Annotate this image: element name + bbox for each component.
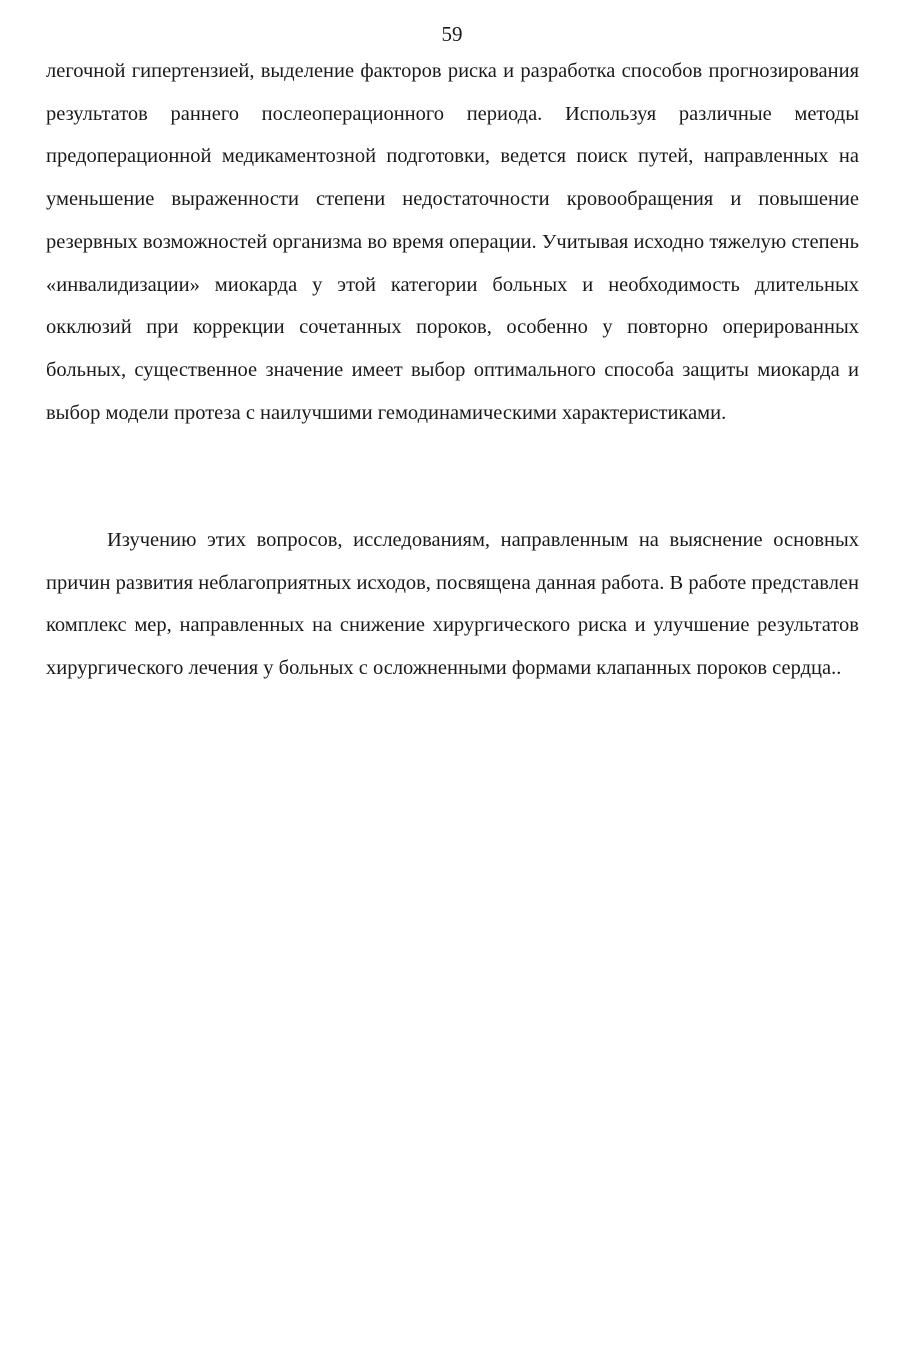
- page-number: 59: [441, 22, 463, 46]
- paragraph-1: легочной гипертензией, выделение факторов риска и разработка способов прогнозирования результатов раннего послеоперационного периода. Используя различные методы предоперационной медикаментозной подготовки, ведется поиск путей, направленных на уменьшение выраженности степени недостаточности кровообращения и повышение резервных возможностей организма во время операции. Учитывая исходно тяжелую степень «инвалидизации» миокарда у этой категории больных и необходимость длительных окклюзий при коррекции сочетанных пороков, особенно у повторно оперированных больных, существенное значение имеет выбор оптимального способа защиты миокарда и выбор модели протеза с наилучшими гемодинамическими характеристиками.: [46, 60, 859, 424]
- paragraph-2: Изучению этих вопросов, исследованиям, направленным на выяснение основных причин развития неблагоприятных исходов, посвящена данная работа. В работе представлен комплекс мер, направленных на снижение хирургического риска и улучшение результатов хирургического лечения у больных с осложненными формами клапанных пороков сердца..: [46, 529, 859, 680]
